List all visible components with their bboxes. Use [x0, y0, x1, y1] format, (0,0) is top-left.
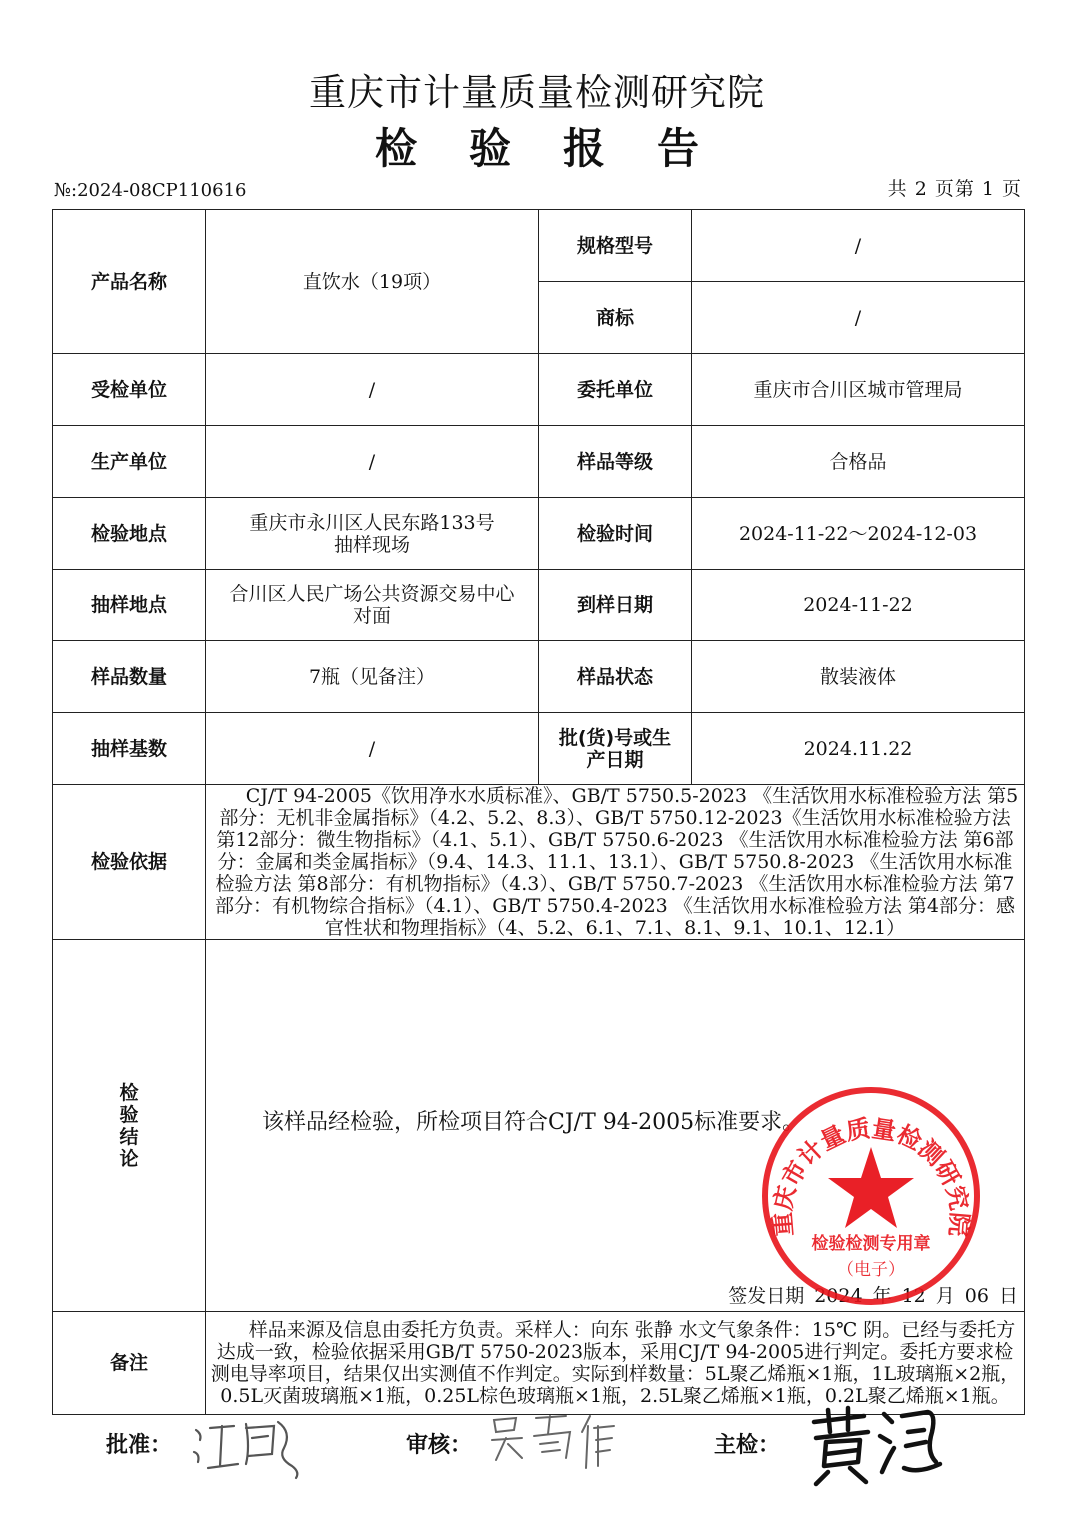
conclusion-char: 验: [119, 1103, 139, 1126]
issue-year: 2024: [814, 1285, 863, 1307]
location-label: 检验地点: [53, 498, 206, 570]
issue-label: 签发日期: [728, 1285, 805, 1307]
issue-month-unit: 月: [935, 1285, 955, 1307]
official-seal: [760, 1085, 982, 1307]
grade-value: 合格品: [692, 426, 1025, 498]
issue-day: 06: [964, 1285, 989, 1307]
seal-ring-text: 重庆市计量质量检测研究院: [768, 1114, 974, 1238]
conclusion-char: 检: [119, 1081, 139, 1104]
product-name-value: 直饮水（19项）: [206, 210, 539, 354]
base-value: /: [206, 713, 539, 785]
brand-value: /: [692, 282, 1025, 354]
spec-value: /: [692, 210, 1025, 282]
time-value: 2024-11-22～2024-12-03: [692, 498, 1025, 570]
sampling-place-label: 抽样地点: [53, 570, 206, 641]
batch-label-line1: 批(货)号或生: [558, 726, 672, 749]
location-line1: 重庆市永川区人民东路133号: [249, 511, 495, 534]
conclusion-label: [53, 940, 206, 1312]
conclusion-char: 结: [119, 1125, 139, 1148]
basis-label: 检验依据: [53, 785, 206, 940]
approve-signature: [188, 1408, 308, 1480]
quantity-value: 7瓶（见备注）: [206, 641, 539, 713]
location-line2: 抽样现场: [333, 533, 410, 556]
state-value: 散装液体: [692, 641, 1025, 713]
sampling-place-line1: 合川区人民广场公共资源交易中心: [229, 583, 515, 605]
inspected-unit-value: /: [206, 354, 539, 426]
conclusion-char: 论: [119, 1147, 139, 1170]
page-info: 共 2 页第 1 页: [887, 178, 1022, 200]
issue-month: 12: [901, 1285, 926, 1307]
client-value: 重庆市合川区城市管理局: [692, 354, 1025, 426]
seal-sub-text: （电子）: [837, 1260, 905, 1280]
review-signature: [486, 1410, 626, 1474]
inspector-signature: [808, 1402, 948, 1488]
sampling-place-line2: 对面: [352, 605, 391, 627]
batch-label: [539, 713, 692, 785]
report-number: №:2024-08CP110616: [54, 180, 247, 201]
producer-value: /: [206, 426, 539, 498]
signature-row: [0, 1398, 1074, 1498]
remarks-text: 样品来源及信息由委托方负责。采样人：向东 张静 水文气象条件：15℃ 阴。已经与委托方达成一致，检验依据采用GB/T 5750-2023版本，采用CJ/T 94-2005进行判定。委托方要求检测电导率项目，结果仅出实测值不作判定。实际到样数量：5L聚乙烯瓶×1瓶，1L玻璃瓶×2瓶，0.5L灭菌玻璃瓶×1瓶，0.25L棕色玻璃瓶×1瓶，2.5L聚乙烯瓶×1瓶，0.2L聚乙烯瓶×1瓶。: [210, 1319, 1020, 1407]
location-value: [206, 498, 539, 570]
product-name-label: 产品名称: [53, 210, 206, 354]
sampling-place-value: [206, 570, 539, 641]
producer-label: 生产单位: [53, 426, 206, 498]
inspector-label: 主检：: [714, 1433, 781, 1458]
batch-label-line2: 产日期: [586, 748, 644, 771]
seal-center-text: 检验检测专用章: [811, 1234, 931, 1254]
arrival-label: 到样日期: [539, 570, 692, 641]
basis-text-cell: [206, 785, 1025, 940]
brand-label: 商标: [539, 282, 692, 354]
report-title: 检验报告: [374, 124, 751, 173]
batch-value: 2024.11.22: [692, 713, 1025, 785]
quantity-label: 样品数量: [53, 641, 206, 713]
institute-name: 重庆市计量质量检测研究院: [309, 71, 765, 114]
inspected-unit-label: 受检单位: [53, 354, 206, 426]
spec-label: 规格型号: [539, 210, 692, 282]
basis-text: CJ/T 94-2005《饮用净水水质标准》、GB/T 5750.5-2023 《生活饮用水标准检验方法 第5部分：无机非金属指标》（4.2、5.2、8.3）、GB/T 5750.12-2023《生活饮用水标准检验方法 第12部分：微生物指标》（4.1、5.1）、GB/T 5750.6-2023 《生活饮用水标准检验方法 第6部分：金属和类金属指标》（9.4、14.3、11.1、13.1）、GB/T 5750.8-2023 《生活饮用水标准检验方法 第8部分：有机物指标》（4.3）、GB/T 5750.7-2023 《生活饮用水标准检验方法 第7部分：有机物综合指标》（4.1）、GB/T 5750.4-2023 《生活饮用水标准检验方法 第4部分：感官性状和物理指标》（4、5.2、6.1、7.1、8.1、9.1、10.1、12.1）: [215, 785, 1019, 939]
grade-label: 样品等级: [539, 426, 692, 498]
issue-year-unit: 年: [872, 1285, 892, 1307]
remarks-label: 备注: [53, 1312, 206, 1415]
state-label: 样品状态: [539, 641, 692, 713]
review-label: 审核：: [406, 1433, 473, 1458]
base-label: 抽样基数: [53, 713, 206, 785]
arrival-value: 2024-11-22: [692, 570, 1025, 641]
client-label: 委托单位: [539, 354, 692, 426]
conclusion-text: 该样品经检验，所检项目符合CJ/T 94-2005标准要求。: [262, 1110, 805, 1135]
approve-label: 批准：: [106, 1433, 173, 1458]
issue-day-unit: 日: [998, 1285, 1018, 1307]
seal-star-icon: [828, 1147, 914, 1228]
time-label: 检验时间: [539, 498, 692, 570]
